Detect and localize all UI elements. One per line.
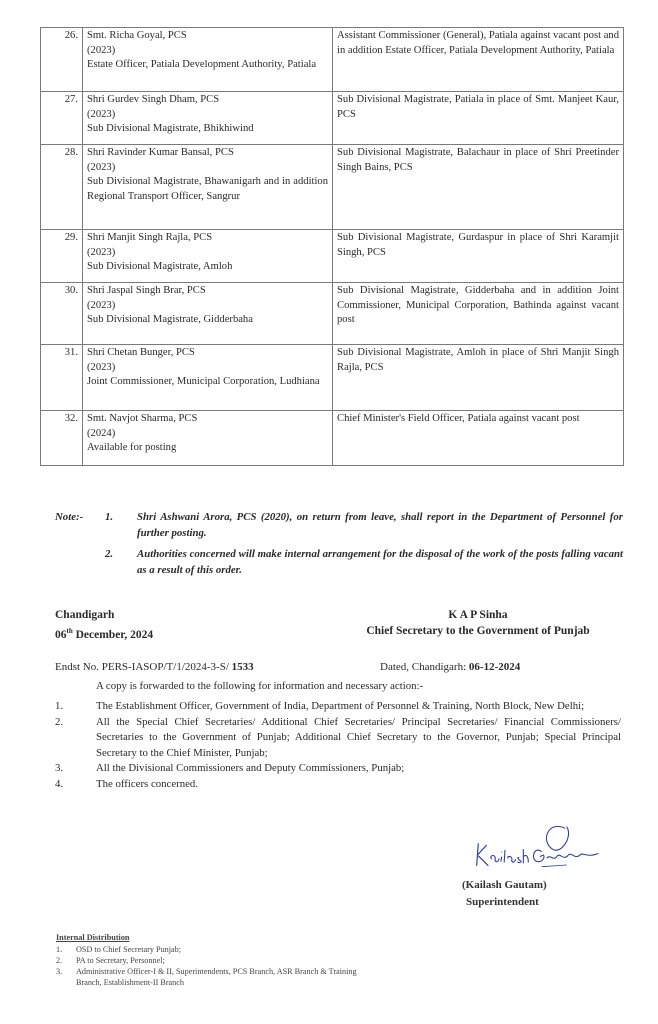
officer-name: Smt. Navjot Sharma, PCS <box>87 413 198 424</box>
officer-batch: (2023) <box>87 44 116 56</box>
officer-cell <box>83 345 333 411</box>
serial-number: 29. <box>41 230 83 283</box>
current-post: Joint Commissioner, Municipal Corporation, Ludhiana <box>87 376 320 387</box>
place-date-block <box>55 607 153 643</box>
new-post: Sub Divisional Magistrate, Gidderbaha and in addition Joint Commissioner, Municipal Corporation, Bathinda against vacant post <box>333 283 624 345</box>
current-post: Available for posting <box>87 442 177 453</box>
signatory-title: Chief Secretary to the Government of Punjab <box>366 625 590 637</box>
officer-name: Shri Ravinder Kumar Bansal, PCS <box>87 147 234 158</box>
new-post: Sub Divisional Magistrate, Gurdaspur in place of Shri Karamjit Singh, PCS <box>333 230 624 283</box>
table-row <box>41 283 624 345</box>
current-post: Estate Officer, Patiala Development Authority, Patiala <box>87 59 317 70</box>
list-item: 1. The Establishment Officer, Government of India, Department of Personnel & Training, North Block, New Delhi; <box>55 700 585 712</box>
table-row <box>41 92 624 145</box>
new-post: Sub Divisional Magistrate, Patiala in place of Smt. Manjeet Kaur, PCS <box>333 92 624 145</box>
officer-cell <box>83 28 333 92</box>
order-date: 06th December, 2024 <box>55 627 154 641</box>
internal-distribution <box>56 932 376 988</box>
officer-cell <box>83 92 333 145</box>
officer-cell <box>83 411 333 466</box>
new-post: Chief Minister's Field Officer, Patiala against vacant post <box>333 411 624 466</box>
new-post: Sub Divisional Magistrate, Balachaur in place of Shri Preetinder Singh Bains, PCS <box>333 145 624 230</box>
officer-cell <box>83 230 333 283</box>
table-row <box>41 28 624 92</box>
list-item: 1. OSD to Chief Secretary Punjab; <box>56 945 182 954</box>
note-text: Authorities concerned will make internal arrangement for the disposal of the work of the posts falling vacant as a result of this order. <box>137 548 623 576</box>
officer-batch: (2024) <box>87 427 116 439</box>
list-item: 4. The officers concerned. <box>55 777 199 790</box>
officer-batch: (2023) <box>87 361 116 373</box>
note-item <box>55 510 623 541</box>
copy-to-list <box>55 699 621 792</box>
current-post: Sub Divisional Magistrate, Gidderbaha <box>87 314 253 325</box>
table-row <box>41 145 624 230</box>
officer-name: Smt. Richa Goyal, PCS <box>87 30 187 41</box>
officer-batch: (2023) <box>87 299 116 311</box>
officer-cell <box>83 145 333 230</box>
signatory-name: K A P Sinha <box>448 609 508 621</box>
new-post: Assistant Commissioner (General), Patiala against vacant post and in addition Estate Officer, Patiala Development Authority, Patiala <box>333 28 624 92</box>
serial-number: 26. <box>41 28 83 92</box>
superintendent-name: (Kailash Gautam) <box>462 879 547 891</box>
table-row <box>41 345 624 411</box>
table-row <box>41 411 624 466</box>
list-item: 3. Administrative Officer-I & II, Superintendents, PCS Branch, ASR Branch & Training Branch, Establishment-II Branch <box>56 967 357 987</box>
endorsement-number: Endst No. PERS-IASOP/T/1/2024-3-S/ 1533 <box>55 661 254 673</box>
note-number: 1. <box>105 511 114 523</box>
current-post: Sub Divisional Magistrate, Bhawanigarh and in addition Regional Transport Officer, Sangrur <box>87 176 328 202</box>
current-post: Sub Divisional Magistrate, Amloh <box>87 261 233 272</box>
postings-table <box>40 27 624 466</box>
list-item: 2. PA to Secretary, Personnel; <box>56 956 165 965</box>
serial-number: 28. <box>41 145 83 230</box>
note-label: Note:- <box>55 511 84 523</box>
current-post: Sub Divisional Magistrate, Bhikhiwind <box>87 123 254 134</box>
officer-name: Shri Manjit Singh Rajla, PCS <box>87 232 213 243</box>
officer-name: Shri Gurdev Singh Dham, PCS <box>87 94 220 105</box>
list-item: 3. All the Divisional Commissioners and Deputy Commissioners, Punjab; <box>55 762 405 774</box>
handwritten-signature <box>460 820 620 870</box>
officer-batch: (2023) <box>87 108 116 120</box>
signatory-block <box>336 607 620 639</box>
note-text: Shri Ashwani Arora, PCS (2020), on return from leave, shall report in the Department of Personnel for further posting. <box>137 511 623 539</box>
officer-batch: (2023) <box>87 161 116 173</box>
officer-batch: (2023) <box>87 246 116 258</box>
note-number: 2. <box>105 548 114 560</box>
place: Chandigarh <box>55 609 115 621</box>
serial-number: 32. <box>41 411 83 466</box>
endorsement-line <box>55 660 625 674</box>
officer-name: Shri Chetan Bunger, PCS <box>87 347 195 358</box>
forward-text: A copy is forwarded to the following for information and necessary action:- <box>96 680 424 692</box>
new-post: Sub Divisional Magistrate, Amloh in place of Shri Manjit Singh Rajla, PCS <box>333 345 624 411</box>
endorsement-date: Dated, Chandigarh: 06-12-2024 <box>380 661 521 673</box>
officer-name: Shri Jaspal Singh Brar, PCS <box>87 285 206 296</box>
table-row <box>41 230 624 283</box>
list-item: 2. All the Special Chief Secretaries/ Additional Chief Secretaries/ Principal Secretaries/ Financial Commissioners/ Secretaries to the Government of Punjab; Additional Chief Secretary to the Governor, Punjab; Special Principal Secretary to the Chief Minister, Punjab; <box>55 715 621 759</box>
superintendent-title: Superintendent <box>466 896 539 908</box>
serial-number: 30. <box>41 283 83 345</box>
notes-section <box>55 510 623 584</box>
officer-cell <box>83 283 333 345</box>
internal-distribution-title: Internal Distribution <box>56 933 130 942</box>
serial-number: 27. <box>41 92 83 145</box>
serial-number: 31. <box>41 345 83 411</box>
note-item <box>55 547 623 578</box>
